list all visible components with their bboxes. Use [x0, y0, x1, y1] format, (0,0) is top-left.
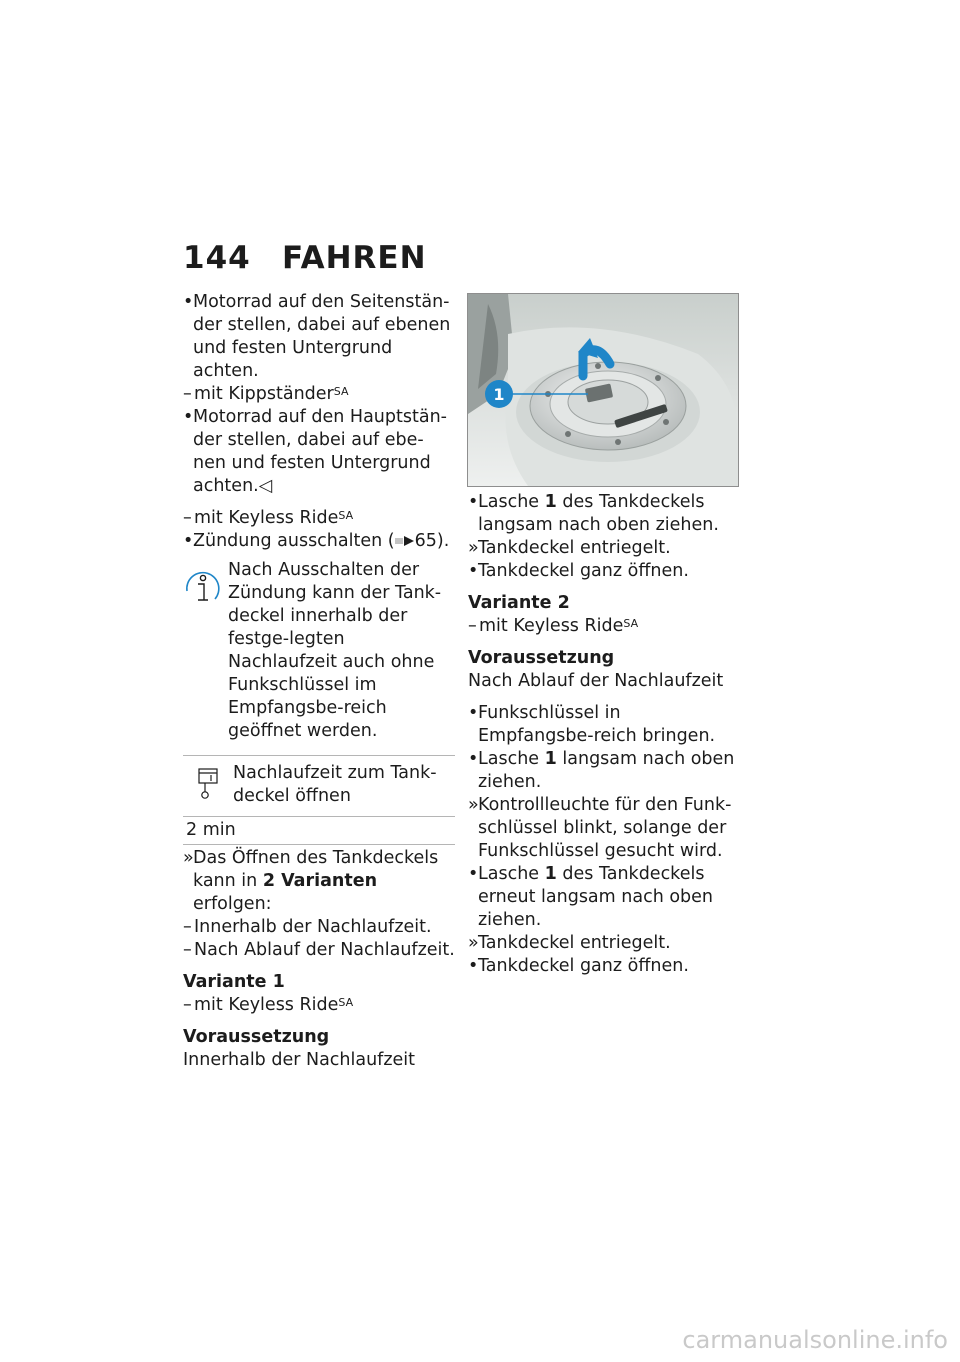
right-column [468, 491, 740, 978]
bullet-item [468, 702, 740, 748]
condition-text: mit Keyless Ride [479, 616, 624, 636]
prerequisite-text: Innerhalb der Nachlaufzeit [183, 1050, 416, 1070]
spec-value: 2 min [186, 820, 236, 840]
result-text: Tankdeckel entriegelt. [478, 933, 671, 953]
bullet-item [183, 406, 455, 498]
bullet-marker: • [468, 749, 479, 769]
condition-item [183, 939, 455, 962]
condition-text: mit Keyless Ride [194, 508, 339, 528]
chapter-title: FAHREN [282, 240, 427, 276]
page-number: 144 [183, 240, 251, 276]
stopwatch-icon [197, 766, 219, 800]
bullet-bold-text: 1 [544, 492, 557, 512]
condition-marker: – [183, 940, 192, 960]
bullet-text: Motorrad auf den Seitenstän-der stellen, dabei auf ebenen und festen Untergrund achten. [193, 292, 451, 381]
condition-marker: – [183, 995, 192, 1015]
bullet-bold-text: 1 [544, 749, 557, 769]
page-ref-text[interactable]: 65). [414, 531, 450, 551]
sa-marker: SA [623, 617, 639, 630]
result-item [468, 932, 740, 955]
condition-item [183, 994, 455, 1017]
bullet-text: Zündung ausschalten ( [193, 531, 395, 551]
bullet-marker: • [468, 956, 479, 976]
variant-heading: Variante 2 [468, 593, 570, 613]
fuel-cap-illustration [467, 293, 739, 487]
bullet-marker: • [468, 561, 479, 581]
sa-marker: SA [333, 385, 349, 398]
condition-marker: – [183, 917, 192, 937]
bullet-item [468, 491, 740, 537]
condition-item [183, 916, 455, 939]
bullet-marker: • [183, 531, 194, 551]
bullet-text: langsam nach oben ziehen. [478, 749, 735, 792]
result-bold-text: 2 Varianten [262, 871, 378, 891]
spec-table [183, 755, 455, 845]
result-text: Tankdeckel entriegelt. [478, 538, 671, 558]
fuel-tank-image [468, 294, 738, 486]
condition-text: mit Kippständer [194, 384, 334, 404]
bullet-item [183, 530, 455, 553]
bullet-text: Funkschlüssel in Empfangsbe-reich bringen. [478, 703, 716, 746]
result-text: Das Öffnen des Tankdeckels kann in [193, 848, 439, 891]
bullet-marker: • [468, 864, 479, 884]
bullet-item [468, 560, 740, 583]
callout-number: 1 [493, 385, 505, 404]
condition-marker: – [183, 384, 192, 404]
bullet-text: des Tankdeckels erneut langsam nach oben ziehen. [478, 864, 714, 930]
bullet-text: Tankdeckel ganz öffnen. [478, 561, 689, 581]
bullet-text: Lasche [478, 749, 545, 769]
sa-marker: SA [338, 509, 354, 522]
page-ref[interactable] [395, 531, 450, 551]
bullet-item [468, 863, 740, 932]
bullet-item [468, 955, 740, 978]
end-marker: ◁ [258, 476, 273, 496]
bullet-marker: • [468, 492, 479, 512]
bullet-text: Lasche [478, 492, 545, 512]
bullet-text: Tankdeckel ganz öffnen. [478, 956, 689, 976]
condition-text: Nach Ablauf der Nachlaufzeit. [194, 940, 455, 960]
condition-item [183, 507, 455, 530]
bullet-bold-text: 1 [544, 864, 557, 884]
variant-heading: Variante 1 [183, 972, 285, 992]
result-marker: » [468, 538, 479, 558]
info-icon [183, 567, 223, 607]
prerequisite-text: Nach Ablauf der Nachlaufzeit [468, 671, 724, 691]
result-item [183, 847, 455, 916]
spec-row [183, 756, 455, 817]
condition-marker: – [468, 616, 477, 636]
bullet-marker: • [183, 407, 194, 427]
watermark-link[interactable]: carmanualsonline.info [682, 1326, 948, 1354]
bullet-item [183, 291, 455, 383]
result-marker: » [183, 848, 194, 868]
bullet-text: Motorrad auf den Hauptstän-der stellen, dabei auf ebe-nen und festen Untergrund achten. [193, 407, 447, 496]
condition-item [468, 615, 740, 638]
result-item [468, 794, 740, 863]
prerequisite-heading: Voraussetzung [183, 1027, 330, 1047]
condition-text: Innerhalb der Nachlaufzeit. [194, 917, 432, 937]
bullet-item [468, 748, 740, 794]
bullet-marker: • [183, 292, 194, 312]
bullet-text: Lasche [478, 864, 545, 884]
bullet-marker: • [468, 703, 479, 723]
result-text: Kontrollleuchte für den Funk-schlüssel blinkt, solange der Funkschlüssel gesucht wird. [478, 795, 732, 861]
sa-marker: SA [338, 996, 354, 1009]
bullet-text: des Tankdeckels langsam nach oben ziehen. [478, 492, 719, 535]
info-note-text: Nach Ausschalten der Zündung kann der Tank-deckel innerhalb der festge-legten Nachlaufzeit auch ohne Funkschlüssel im Empfangsbe-reich geöffnet werden. [228, 560, 442, 741]
condition-text: mit Keyless Ride [194, 995, 339, 1015]
result-marker: » [468, 933, 479, 953]
spec-label: Nachlaufzeit zum Tank-deckel öffnen [233, 763, 437, 806]
left-column [183, 291, 455, 1072]
condition-item [183, 383, 455, 406]
prerequisite-heading: Voraussetzung [468, 648, 615, 668]
condition-marker: – [183, 508, 192, 528]
result-item [468, 537, 740, 560]
page-reference-arrow-icon [395, 535, 415, 547]
result-text: erfolgen: [193, 894, 272, 914]
result-marker: » [468, 795, 479, 815]
info-note [183, 559, 455, 743]
